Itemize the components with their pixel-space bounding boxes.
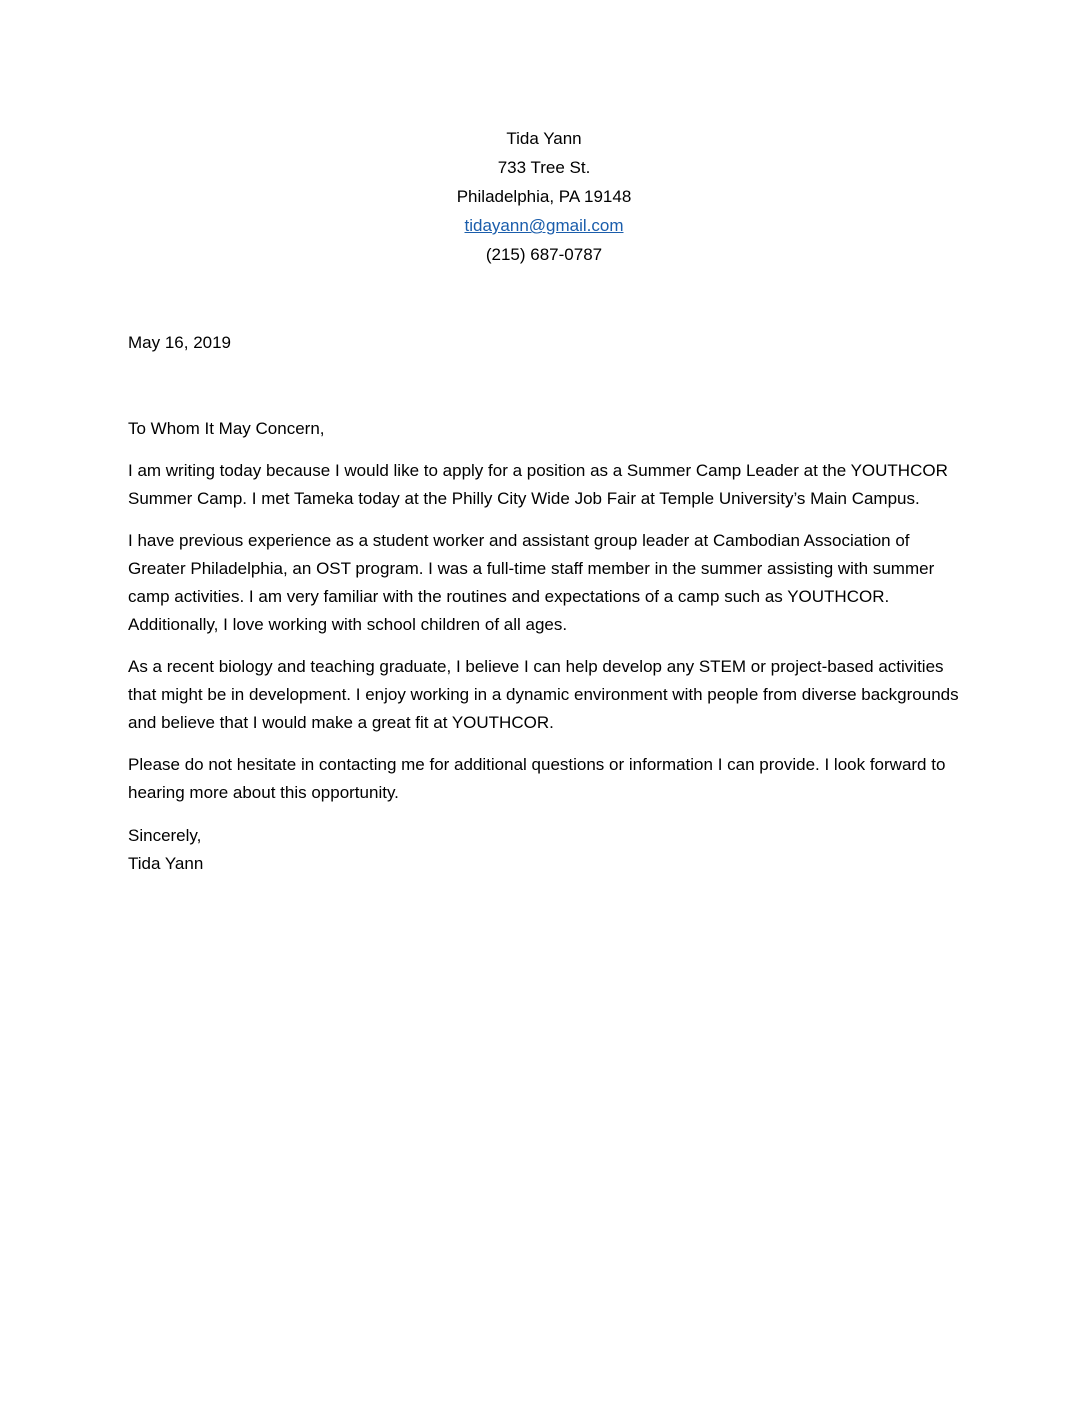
letter-date: May 16, 2019 — [128, 333, 232, 352]
sender-street-address: 733 Tree St. — [497, 158, 591, 177]
salutation: To Whom It May Concern, — [128, 419, 325, 438]
paragraph-qualifications: As a recent biology and teaching graduate, I believe I can help develop any STEM or project-based activities that might be in development. I enjoy working in a dynamic environment with people from diverse backgrounds and believe that I would make a great fit at YOUTHCOR. — [128, 657, 959, 732]
closing-valediction: Sincerely, — [128, 826, 202, 845]
letterhead — [128, 124, 960, 269]
closing-block — [128, 822, 960, 878]
sender-phone: (215) 687-0787 — [485, 245, 603, 264]
paragraph-intro: I am writing today because I would like to apply for a position as a Summer Camp Leader at the YOUTHCOR Summer Camp. I met Tameka today at the Philly City Wide Job Fair at Temple University’s Main Campus. — [128, 461, 948, 508]
paragraph-contact: Please do not hesitate in contacting me for additional questions or information I can provide. I look forward to hearing more about this opportunity. — [128, 755, 946, 802]
signature-name: Tida Yann — [128, 854, 204, 873]
letter-body — [128, 457, 960, 807]
paragraph-experience: I have previous experience as a student worker and assistant group leader at Cambodian Association of Greater Philadelphia, an OST program. I was a full-time staff member in the summer assisting with summer camp activities. I am very familiar with the routines and expectations of a camp such as YOUTHCOR. Additionally, I love working with school children of all ages. — [128, 531, 935, 634]
sender-city-state-zip: Philadelphia, PA 19148 — [456, 187, 632, 206]
email-link[interactable]: tidayann@gmail.com — [464, 216, 624, 235]
sender-email-line — [128, 211, 960, 240]
sender-name: Tida Yann — [506, 129, 582, 148]
